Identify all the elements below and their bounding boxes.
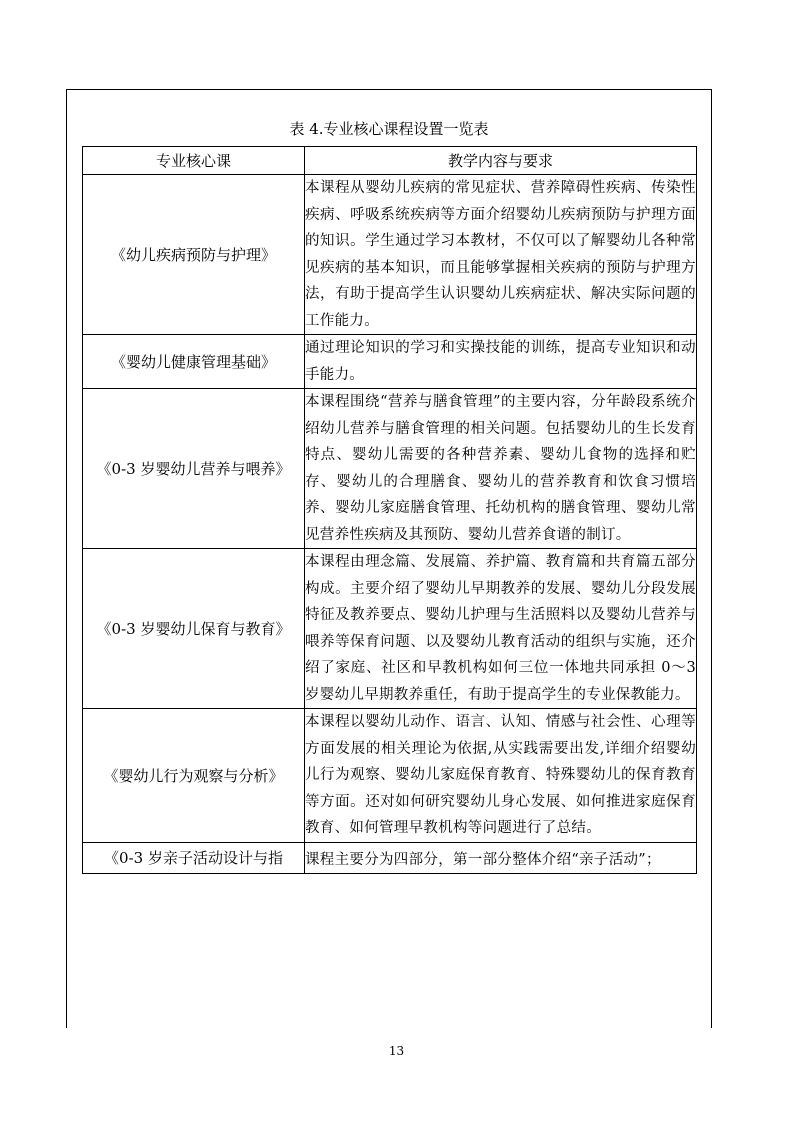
course-name: 《0-3 岁婴幼儿营养与喂养》 bbox=[83, 389, 305, 549]
page-number: 13 bbox=[388, 1044, 405, 1058]
course-content: 通过理论知识的学习和实操技能的训练，提高专业知识和动手能力。 bbox=[305, 335, 697, 389]
course-name: 《0-3 岁婴幼儿保育与教育》 bbox=[83, 549, 305, 709]
table-row bbox=[83, 335, 697, 389]
table-row bbox=[83, 389, 697, 549]
course-name: 《幼儿疾病预防与护理》 bbox=[83, 175, 305, 335]
table-row bbox=[83, 842, 697, 874]
header-content: 教学内容与要求 bbox=[305, 147, 697, 175]
course-content: 本课程由理念篇、发展篇、养护篇、教育篇和共育篇五部分构成。主要介绍了婴幼儿早期教养的发展、婴幼儿分段发展特征及教养要点、婴幼儿护理与生活照料以及婴幼儿营养与喂养等保育问题、以及婴幼儿教育活动的组织与实施，还介绍了家庭、社区和早教机构如何三位一体地共同承担 0～3 岁婴幼儿早期教养重任，有助于提高学生的专业保教能力。 bbox=[305, 549, 697, 709]
page-frame bbox=[66, 89, 712, 1028]
header-course: 专业核心课 bbox=[83, 147, 305, 175]
course-content: 课程主要分为四部分，第一部分整体介绍“亲子活动”； bbox=[305, 842, 697, 874]
core-course-table bbox=[82, 146, 697, 874]
table-row bbox=[83, 175, 697, 335]
table-row bbox=[83, 549, 697, 709]
course-content: 本课程从婴幼儿疾病的常见症状、营养障碍性疾病、传染性疾病、呼吸系统疾病等方面介绍婴幼儿疾病预防与护理方面的知识。学生通过学习本教材，不仅可以了解婴幼儿各种常见疾病的基本知识，而且能够掌握相关疾病的预防与护理方法，有助于提高学生认识婴幼儿疾病症状、解决实际问题的工作能力。 bbox=[305, 175, 697, 335]
table-header-row bbox=[83, 147, 697, 175]
table-row bbox=[83, 709, 697, 843]
course-content: 本课程以婴幼儿动作、语言、认知、情感与社会性、心理等方面发展的相关理论为依据,从实践需要出发,详细介绍婴幼儿行为观察、婴幼儿家庭保育教育、特殊婴幼儿的保育教育等方面。还对如何研究婴幼儿身心发展、如何推进家庭保育教育、如何管理早教机构等问题进行了总结。 bbox=[305, 709, 697, 843]
table-caption: 表 4.专业核心课程设置一览表 bbox=[289, 120, 489, 138]
course-content: 本课程围绕“营养与膳食管理”的主要内容，分年龄段系统介绍幼儿营养与膳食管理的相关问题。包括婴幼儿的生长发育特点、婴幼儿需要的各种营养素、婴幼儿食物的选择和贮存、婴幼儿的合理膳食、婴幼儿的营养教育和饮食习惯培养、婴幼儿家庭膳食管理、托幼机构的膳食管理、婴幼儿常见营养性疾病及其预防、婴幼儿营养食谱的制订。 bbox=[305, 389, 697, 549]
course-name: 《婴幼儿健康管理基础》 bbox=[83, 335, 305, 389]
course-name: 《婴幼儿行为观察与分析》 bbox=[83, 709, 305, 843]
course-name: 《0-3 岁亲子活动设计与指 bbox=[83, 842, 305, 874]
